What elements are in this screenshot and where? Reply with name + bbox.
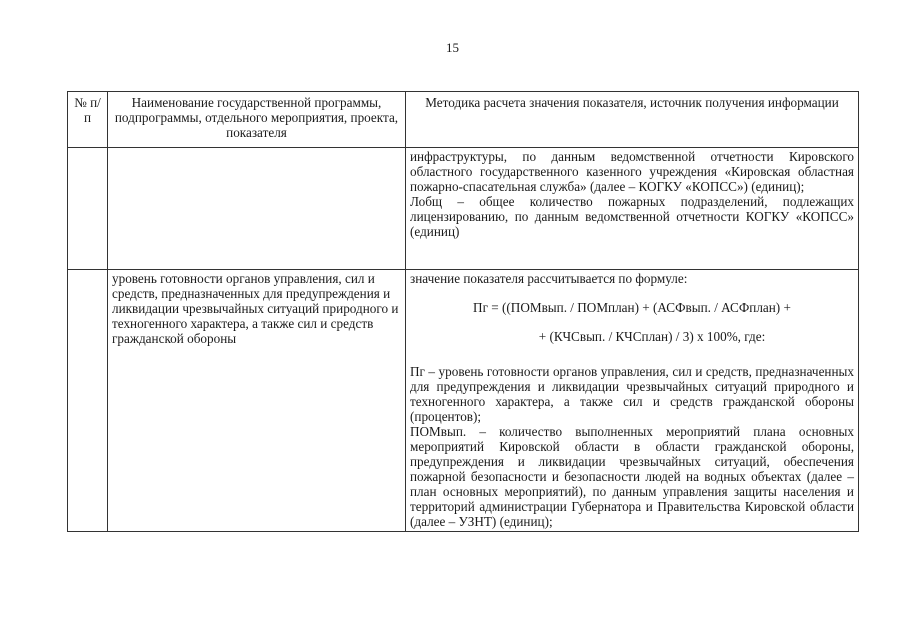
cell-num bbox=[68, 148, 108, 270]
cell-method bbox=[406, 148, 859, 270]
definition-pom: ПОМвып. – количество выполненных мероприятий плана основных мероприятий Кировской области в области гражданской обороны, предупреждения и ликвидации чрезвычайных ситуаций, обеспечения пожарной безопасности и безопасности людей на водных объектах (далее – план основных мероприятий), по данным управления защиты населения и территорий администрации Губернатора и Правительства Кировской области (далее – УЗНТ) (единиц); bbox=[410, 424, 854, 529]
cell-indicator-name: уровень готовности органов управления, сил и средств, предназначенных для предупреждения и ликвидации чрезвычайных ситуаций природного и техногенного характера, а также сил и средств гражданской обороны bbox=[108, 270, 406, 532]
definition-pg: Пг – уровень готовности органов управления, сил и средств, предназначенных для предупреждения и ликвидации чрезвычайных ситуаций природного и техногенного характера, а также сил и средств гражданской обороны (процентов); bbox=[410, 364, 854, 424]
cell-num bbox=[68, 270, 108, 532]
table-header-row bbox=[68, 92, 859, 148]
formula-line: Пг = ((ПОМвып. / ПОМплан) + (АСФвып. / АСФплан) + bbox=[473, 300, 791, 315]
formula-line: + (КЧСвып. / КЧСплан) / 3) х 100%, где: bbox=[538, 329, 766, 344]
header-method: Методика расчета значения показателя, источник получения информации bbox=[406, 92, 859, 148]
table-row bbox=[68, 270, 859, 532]
table-row bbox=[68, 148, 859, 270]
method-intro: значение показателя рассчитывается по формуле: bbox=[410, 271, 688, 286]
method-paragraph: Лобщ – общее количество пожарных подразделений, подлежащих лицензированию, по данным ведомственной отчетности КОГКУ «КОПСС» (единиц) bbox=[410, 194, 854, 239]
cell-method bbox=[406, 270, 859, 532]
method-paragraph: инфраструктуры, по данным ведомственной отчетности Кировского областного государственного казенного учреждения «Кировская областная пожарно-спасательная служба» (далее – КОГКУ «КОПСС») (единиц); bbox=[410, 149, 854, 194]
header-name: Наименование государственной программы, подпрограммы, отдельного мероприятия, проекта, показателя bbox=[108, 92, 406, 148]
methodology-table bbox=[67, 91, 859, 532]
header-num: № п/п bbox=[68, 92, 108, 148]
page-number: 15 bbox=[446, 40, 459, 55]
cell-name bbox=[108, 148, 406, 270]
